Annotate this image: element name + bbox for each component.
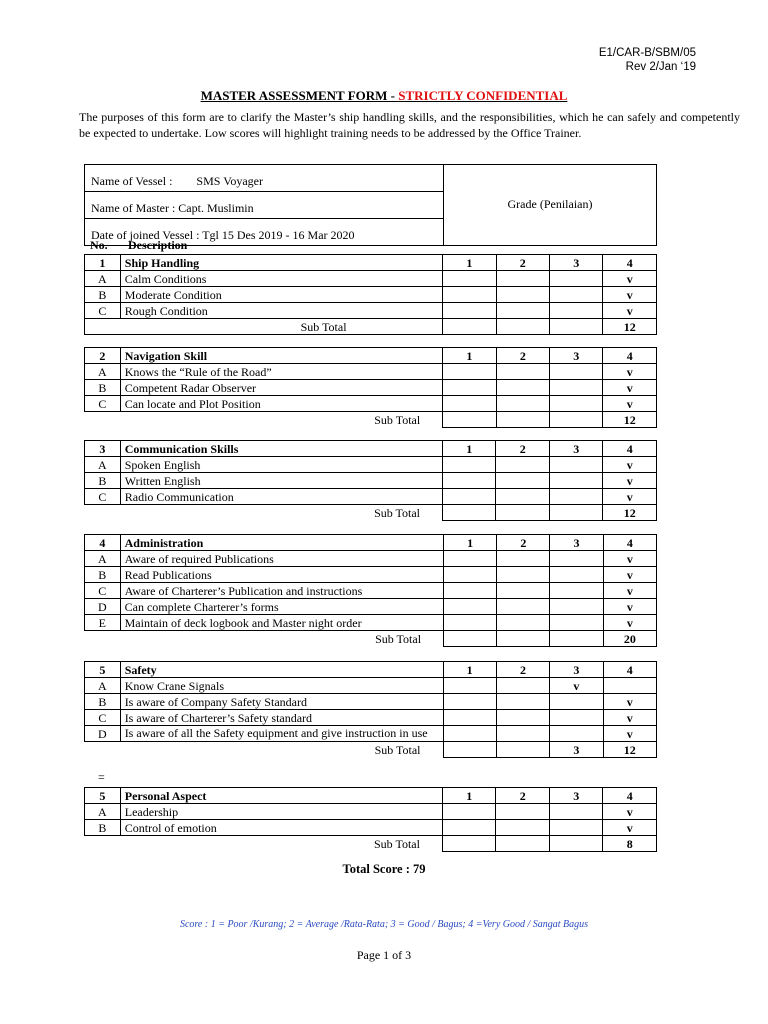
- section-header-row: [85, 255, 657, 271]
- grade-mark: [496, 396, 549, 412]
- grade-mark: [550, 710, 603, 726]
- section-table: [84, 534, 657, 647]
- grade-column-label: 2: [496, 662, 549, 678]
- item-letter: A: [85, 364, 121, 380]
- item-letter: B: [85, 820, 121, 836]
- section-number: 4: [85, 535, 121, 551]
- grade-mark: [550, 364, 603, 380]
- grade-column-label: 4: [603, 788, 657, 804]
- vessel-name: Name of Vessel : SMS Voyager: [85, 165, 444, 192]
- section-number: 5: [85, 788, 121, 804]
- section-table: [84, 440, 657, 521]
- subtotal-value: [549, 836, 603, 852]
- item-description: Written English: [120, 473, 442, 489]
- item-description: Rough Condition: [120, 303, 442, 319]
- grade-mark: [550, 271, 603, 287]
- item-description: Is aware of Company Safety Standard: [120, 694, 443, 710]
- item-description: Can complete Charterer’s forms: [120, 599, 443, 615]
- table-row: [85, 583, 657, 599]
- grade-mark: v: [550, 678, 603, 694]
- grade-column-label: 3: [550, 255, 603, 271]
- subtotal-value: [443, 412, 496, 428]
- grade-mark: [496, 820, 550, 836]
- grade-mark: [443, 271, 496, 287]
- section-number: 1: [85, 255, 121, 271]
- item-description: Calm Conditions: [120, 271, 442, 287]
- grade-column-label: 4: [603, 441, 657, 457]
- grade-mark: [496, 726, 549, 742]
- subtotal-value: [550, 412, 603, 428]
- grade-mark: [496, 364, 549, 380]
- section-title: Navigation Skill: [120, 348, 442, 364]
- grade-column-label: 1: [443, 348, 496, 364]
- grade-column-label: 1: [443, 441, 496, 457]
- subtotal-value: [443, 505, 496, 521]
- grade-mark: [550, 615, 603, 631]
- grade-mark: [443, 694, 496, 710]
- joined-date: Date of joined Vessel : Tgl 15 Des 2019 - 16 Mar 2020: [85, 219, 444, 246]
- grade-mark: v: [603, 473, 657, 489]
- grade-header: Grade (Penilaian): [444, 165, 657, 246]
- section-title: Personal Aspect: [120, 788, 442, 804]
- grade-column-label: 1: [443, 255, 496, 271]
- total-score: Total Score : 79: [342, 862, 426, 876]
- subtotal-value: [442, 836, 496, 852]
- item-letter: B: [85, 694, 121, 710]
- table-row: [85, 804, 657, 820]
- grade-mark: v: [603, 583, 656, 599]
- grade-column-label: 3: [550, 348, 603, 364]
- section-header-row: [85, 441, 657, 457]
- subtotal-value: [550, 631, 603, 647]
- subtotal-row: [85, 505, 657, 521]
- subtotal-label: Sub Total: [374, 505, 421, 520]
- grade-mark: [443, 710, 496, 726]
- item-letter: A: [85, 804, 121, 820]
- subtotal-value: [496, 742, 549, 758]
- table-row: [85, 473, 657, 489]
- grade-mark: [549, 489, 602, 505]
- grade-mark: v: [603, 271, 657, 287]
- section-number: 3: [85, 441, 121, 457]
- grade-mark: [496, 804, 550, 820]
- grade-mark: [443, 287, 496, 303]
- vessel-info-table: [84, 164, 657, 246]
- grade-mark: [550, 726, 603, 742]
- table-row: [85, 489, 657, 505]
- table-row: [85, 457, 657, 473]
- grade-column-label: 3: [549, 788, 603, 804]
- item-letter: A: [85, 551, 121, 567]
- grade-mark: [496, 489, 549, 505]
- item-letter: D: [85, 726, 121, 742]
- intro-paragraph: The purposes of this form are to clarify the Master’s ship handling skills, and the responsibilities, which he can safely and competently be expected to undertake. Low scores will highlight training needs to be addressed by the Office Trainer.: [79, 110, 740, 140]
- section-header-row: [85, 348, 657, 364]
- table-row: [85, 694, 657, 710]
- table-row: [85, 678, 657, 694]
- grade-mark: v: [603, 396, 657, 412]
- grade-column-label: 2: [496, 255, 549, 271]
- item-letter: B: [85, 567, 121, 583]
- grade-column-label: 2: [496, 788, 550, 804]
- item-letter: B: [85, 473, 121, 489]
- subtotal-row: [85, 742, 657, 758]
- item-description: Moderate Condition: [120, 287, 442, 303]
- item-letter: C: [85, 303, 121, 319]
- title-main: MASTER ASSESSMENT FORM -: [200, 88, 399, 103]
- grade-mark: [444, 615, 497, 631]
- grade-mark: [550, 396, 603, 412]
- master-name: Name of Master : Capt. Muslimin: [85, 192, 444, 219]
- grade-mark: [497, 615, 550, 631]
- item-letter: A: [85, 271, 121, 287]
- subtotal-row: [85, 631, 657, 647]
- document-reference: [599, 46, 696, 74]
- subtotal-label: Sub Total: [375, 631, 422, 646]
- score-legend: Score : 1 = Poor /Kurang; 2 = Average /Rata-Rata; 3 = Good / Bagus; 4 =Very Good / Sangat Bagus: [179, 919, 589, 930]
- subtotal-value: 12: [603, 319, 657, 335]
- subtotal-value: [443, 319, 496, 335]
- subtotal-value: 12: [603, 742, 657, 758]
- item-description: Knows the “Rule of the Road”: [120, 364, 442, 380]
- grade-mark: v: [603, 820, 657, 836]
- table-row: [85, 615, 657, 631]
- grade-mark: v: [603, 551, 656, 567]
- item-letter: E: [85, 615, 121, 631]
- subtotal-value: 8: [603, 836, 657, 852]
- section-title: Communication Skills: [120, 441, 442, 457]
- subtotal-label: Sub Total: [85, 319, 443, 335]
- item-description: Leadership: [120, 804, 442, 820]
- section-number: 2: [85, 348, 121, 364]
- grade-mark: [497, 567, 550, 583]
- grade-column-label: 4: [603, 662, 657, 678]
- subtotal-row: [85, 319, 657, 335]
- subtotal-value: [444, 631, 497, 647]
- table-row: [85, 396, 657, 412]
- item-letter: B: [85, 287, 121, 303]
- grade-mark: v: [603, 615, 656, 631]
- grade-mark: [443, 457, 496, 473]
- section-number: 5: [85, 662, 121, 678]
- item-description: Spoken English: [120, 457, 442, 473]
- subtotal-value: [550, 319, 603, 335]
- grade-mark: [550, 287, 603, 303]
- item-description: Know Crane Signals: [120, 678, 443, 694]
- grade-mark: v: [603, 726, 657, 742]
- item-description: Aware of required Publications: [120, 551, 443, 567]
- grade-mark: v: [603, 303, 657, 319]
- section-title: Administration: [120, 535, 443, 551]
- grade-mark: [442, 804, 496, 820]
- grade-mark: [443, 726, 496, 742]
- grade-mark: [496, 457, 549, 473]
- table-row: [85, 599, 657, 615]
- item-letter: D: [85, 599, 121, 615]
- column-no: No.: [90, 238, 108, 252]
- grade-mark: v: [603, 380, 657, 396]
- section-title: Safety: [120, 662, 443, 678]
- table-row: [85, 710, 657, 726]
- grade-column-label: 2: [496, 441, 549, 457]
- grade-mark: [443, 364, 496, 380]
- grade-mark: [496, 271, 549, 287]
- item-description: Aware of Charterer’s Publication and instructions: [120, 583, 443, 599]
- item-description: Is aware of all the Safety equipment and give instruction in use: [120, 726, 443, 742]
- grade-mark: [496, 287, 549, 303]
- grade-mark: [603, 678, 657, 694]
- grade-mark: v: [603, 599, 656, 615]
- table-row: [85, 287, 657, 303]
- column-header: [90, 238, 188, 253]
- subtotal-label: Sub Total: [374, 412, 421, 427]
- section-header-row: [85, 535, 657, 551]
- grade-mark: [550, 583, 603, 599]
- grade-column-label: 1: [444, 535, 497, 551]
- section-header-row: [85, 788, 657, 804]
- equals-mark: =: [98, 770, 105, 784]
- grade-mark: [443, 473, 496, 489]
- subtotal-value: [443, 742, 496, 758]
- item-description: Competent Radar Observer: [120, 380, 442, 396]
- grade-column-label: 1: [442, 788, 496, 804]
- grade-mark: [496, 694, 549, 710]
- grade-column-label: 4: [603, 255, 657, 271]
- table-row: [85, 567, 657, 583]
- grade-column-label: 1: [443, 662, 496, 678]
- item-description: Radio Communication: [120, 489, 442, 505]
- item-letter: A: [85, 457, 121, 473]
- table-row: [85, 380, 657, 396]
- section-table: [84, 661, 657, 758]
- section-header-row: [85, 662, 657, 678]
- grade-column-label: 3: [550, 662, 603, 678]
- item-description: Control of emotion: [120, 820, 442, 836]
- grade-mark: [549, 457, 602, 473]
- item-letter: C: [85, 583, 121, 599]
- section-table: [84, 787, 657, 852]
- grade-mark: [550, 380, 603, 396]
- item-letter: C: [85, 710, 121, 726]
- grade-mark: [444, 551, 497, 567]
- grade-mark: [444, 599, 497, 615]
- grade-mark: [549, 473, 602, 489]
- grade-mark: [496, 473, 549, 489]
- page-number: Page 1 of 3: [356, 948, 412, 962]
- grade-mark: [443, 678, 496, 694]
- grade-mark: [496, 380, 549, 396]
- grade-mark: [497, 599, 550, 615]
- item-letter: A: [85, 678, 121, 694]
- confidential-label: STRICTLY CONFIDENTIAL: [398, 88, 568, 103]
- grade-mark: v: [603, 694, 657, 710]
- grade-mark: v: [603, 287, 657, 303]
- grade-mark: [550, 567, 603, 583]
- grade-column-label: 4: [603, 535, 656, 551]
- subtotal-value: [496, 505, 549, 521]
- grade-mark: [443, 303, 496, 319]
- subtotal-value: [549, 505, 602, 521]
- item-description: Can locate and Plot Position: [120, 396, 442, 412]
- grade-mark: v: [603, 804, 657, 820]
- grade-mark: [550, 599, 603, 615]
- subtotal-row: [85, 412, 657, 428]
- table-row: [85, 364, 657, 380]
- revision: Rev 2/Jan ‘19: [625, 61, 696, 73]
- grade-mark: [550, 551, 603, 567]
- grade-column-label: 2: [496, 348, 549, 364]
- subtotal-label: Sub Total: [374, 742, 421, 757]
- item-description: Maintain of deck logbook and Master night order: [120, 615, 443, 631]
- grade-mark: [497, 583, 550, 599]
- column-description: Description: [128, 238, 188, 252]
- item-letter: C: [85, 489, 121, 505]
- grade-mark: v: [603, 364, 657, 380]
- subtotal-value: [496, 412, 549, 428]
- table-row: [85, 551, 657, 567]
- subtotal-value: [496, 319, 549, 335]
- grade-mark: [444, 583, 497, 599]
- grade-mark: [550, 694, 603, 710]
- subtotal-label: Sub Total: [374, 836, 420, 851]
- grade-mark: [550, 303, 603, 319]
- section-table: [84, 254, 657, 335]
- form-code: E1/CAR-B/SBM/05: [598, 47, 696, 59]
- grade-mark: v: [603, 457, 657, 473]
- item-letter: B: [85, 380, 121, 396]
- grade-mark: [443, 396, 496, 412]
- item-letter: C: [85, 396, 121, 412]
- subtotal-value: [496, 836, 550, 852]
- grade-mark: [496, 303, 549, 319]
- grade-column-label: 4: [603, 348, 657, 364]
- table-row: [85, 726, 657, 742]
- form-title: [0, 88, 768, 104]
- subtotal-row: [85, 836, 657, 852]
- section-table: [84, 347, 657, 428]
- grade-mark: [549, 820, 603, 836]
- grade-mark: v: [603, 489, 657, 505]
- table-row: [85, 303, 657, 319]
- grade-column-label: 2: [497, 535, 550, 551]
- table-row: [85, 820, 657, 836]
- grade-mark: [549, 804, 603, 820]
- subtotal-value: 12: [603, 505, 657, 521]
- grade-mark: v: [603, 567, 656, 583]
- section-title: Ship Handling: [120, 255, 442, 271]
- grade-mark: [496, 678, 549, 694]
- subtotal-value: 20: [603, 631, 656, 647]
- item-description: Is aware of Charterer’s Safety standard: [120, 710, 443, 726]
- grade-column-label: 3: [550, 535, 603, 551]
- grade-mark: [443, 380, 496, 396]
- subtotal-value: 12: [603, 412, 657, 428]
- table-row: [85, 271, 657, 287]
- grade-mark: v: [603, 710, 657, 726]
- grade-mark: [444, 567, 497, 583]
- item-description: Read Publications: [120, 567, 443, 583]
- grade-mark: [497, 551, 550, 567]
- grade-column-label: 3: [549, 441, 602, 457]
- subtotal-value: 3: [550, 742, 603, 758]
- subtotal-value: [497, 631, 550, 647]
- grade-mark: [442, 820, 496, 836]
- grade-mark: [496, 710, 549, 726]
- grade-mark: [443, 489, 496, 505]
